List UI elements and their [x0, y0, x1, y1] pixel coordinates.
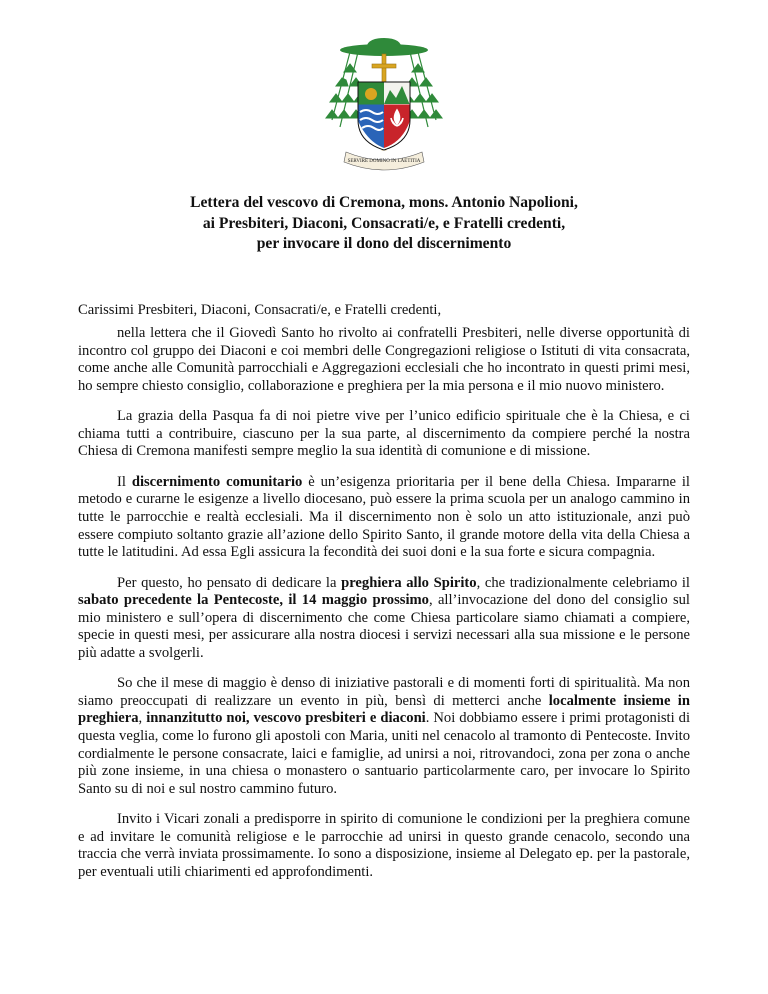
paragraph-4: Per questo, ho pensato di dedicare la preghiera allo Spirito, che tradizionalmente celebriamo il sabato precedente la Pentecoste, il 14 maggio prossimo, all’invocazione del dono del consiglio sul mio ministero e sull’opera di discernimento che come Chiesa particolare siamo chiamati a compiere, specie in questi mesi, per assicurare alla nostra diocesi i servizi necessari alla sua missione e le persone più adatte a svolgerli.: [78, 574, 690, 661]
bold-phrase: localmente insieme in preghiera: [78, 692, 690, 727]
paragraph-5: So che il mese di maggio è denso di iniziative pastorali e di momenti forti di spiritualità. Ma non siamo preoccupati di realizzare un evento in più, bensì di metterci anche localmente insieme in preghiera, innanzitutto noi, vescovo presbiteri e diaconi. Noi dobbiamo essere i primi protagonisti di questa veglia, come lo furono gli apostoli con Maria, uniti nel cenacolo al tramonto di Pentecoste. Invito cordialmente le persone consacrate, laici e famiglie, ad unirsi a noi, ritrovandoci, zona per zona o anche più zone insieme, in una chiesa o monastero o santuario particolarmente caro, per invocare lo Spirito Santo su di noi e sul nostro cammino futuro.: [78, 675, 691, 797]
letter-title: [60, 193, 708, 255]
motto-text: SERVIRE DOMINO IN LAETITIA: [347, 159, 421, 164]
bold-phrase: preghiera allo Spirito: [341, 574, 477, 591]
title-line-2: ai Presbiteri, Diaconi, Consacrati/e, e Fratelli credenti,: [202, 214, 566, 232]
bold-phrase: sabato precedente la Pentecoste, il 14 maggio prossimo: [78, 592, 429, 609]
paragraph-1: nella lettera che il Giovedì Santo ho rivolto ai confratelli Presbiteri, nelle diverse opportunità di incontro col gruppo dei Diaconi e coi membri delle Congregazioni religiose o Istituti di vita consacrata, come anche alle Comunità parrocchiali e Aggregazioni ecclesiali che ho incontrato in questi primi mesi, ho sempre chiesto consiglio, collaborazione e preghiera per la mia persona e il mio nuovo ministero.: [78, 325, 690, 394]
title-line-1: Lettera del vescovo di Cremona, mons. Antonio Napolioni,: [190, 194, 578, 211]
letter-body: [78, 325, 690, 894]
shield-icon: [358, 82, 410, 150]
paragraph-3: Il discernimento comunitario è un’esigenza prioritaria per il bene della Chiesa. Impararne il metodo e curarne le esigenze a livello diocesano, può essere la prima scuola per un analogo cammino in tutte le parrocchie e realtà ecclesiali. Ma il discernimento non è solo un atto istituzionale, anzi può essere compiuto soltanto grazie all’azione dello Spirito Santo, il grande motore della vita della Chiesa a tutte le latitudini. Ad essa Egli assicura la fecondità dei suoi doni e la sua forte e sicura compagnia.: [78, 473, 690, 561]
title-line-3: per invocare il dono del discernimento: [256, 235, 512, 252]
paragraph-2: La grazia della Pasqua fa di noi pietre vive per l’unico edificio spirituale che è la Chiesa, e ci chiama tutti a contribuire, ciascuno per la sua parte, al discernimento da compiere perché la nostra Chiesa di Cremona manifesti sempre meglio la sua identità di comunione e di missione.: [78, 408, 690, 460]
bold-phrase: discernimento comunitario: [131, 473, 303, 490]
paragraph-6: Invito i Vicari zonali a predisporre in spirito di comunione le condizioni per la preghiera comune e ad invitare le comunità religiose e le parrocchie ad unirsi in questo grande cenacolo, secondo una traccia che verrà inviata prossimamente. Io sono a disposizione, insieme al Delegato ep. per la pastorale, per eventuali utili chiarimenti ed approfondimenti.: [78, 811, 690, 881]
episcopal-coat-of-arms: [320, 2, 448, 174]
bold-phrase: innanzitutto noi, vescovo presbiteri e diaconi: [146, 710, 426, 727]
salutation: Carissimi Presbiteri, Diaconi, Consacrati/e, e Fratelli credenti,: [78, 302, 442, 318]
